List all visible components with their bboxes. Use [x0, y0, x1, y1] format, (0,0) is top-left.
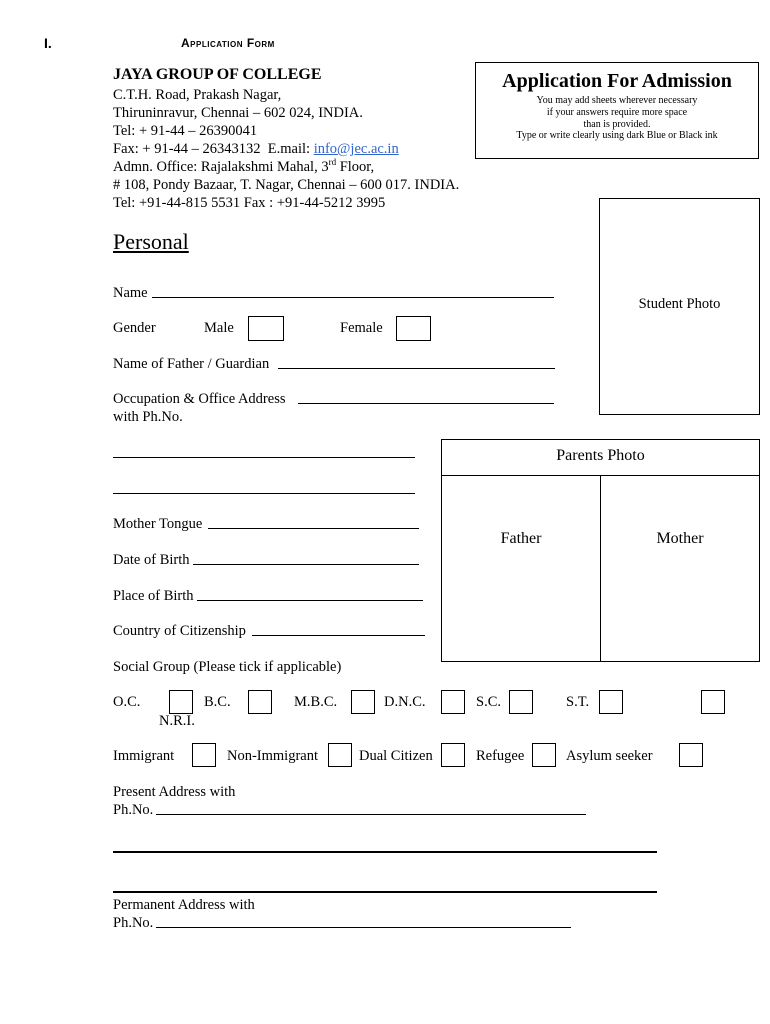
occupation-phone-label: with Ph.No.	[113, 409, 183, 425]
status-refugee-checkbox[interactable]	[532, 743, 556, 767]
dob-label: Date of Birth	[113, 552, 190, 568]
social-group-nri-label: N.R.I.	[159, 713, 195, 729]
parents-photo-label: Parents Photo	[556, 447, 645, 464]
name-field[interactable]	[152, 297, 554, 298]
permanent-address-label: Permanent Address with	[113, 897, 255, 913]
status-non-immigrant-checkbox[interactable]	[328, 743, 352, 767]
admission-note-1: You may add sheets wherever necessary	[536, 95, 698, 106]
admin-office-sup: rd	[328, 157, 337, 168]
occupation-field-line2[interactable]	[113, 457, 415, 458]
social-group-bc-checkbox[interactable]	[248, 690, 272, 714]
student-photo-box[interactable]	[599, 198, 760, 415]
status-non-immigrant-label: Non-Immigrant	[227, 748, 319, 764]
parents-photo-split	[600, 475, 601, 661]
student-photo-label: Student Photo	[638, 296, 721, 312]
social-group-dnc-label: D.N.C.	[384, 694, 426, 710]
college-address-line1: C.T.H. Road, Prakash Nagar,	[113, 87, 282, 103]
present-address-label: Present Address with	[113, 784, 236, 800]
status-immigrant-label: Immigrant	[113, 748, 175, 764]
citizenship-field[interactable]	[252, 635, 425, 636]
social-group-nri-checkbox[interactable]	[701, 690, 725, 714]
college-fax: Fax: + 91-44 – 26343132 E.mail:	[113, 141, 314, 157]
occupation-label: Occupation & Office Address	[113, 391, 286, 407]
status-dual-citizen-label: Dual Citizen	[359, 748, 433, 764]
email-link[interactable]: info@jec.ac.in	[313, 141, 399, 157]
father-guardian-label: Name of Father / Guardian	[113, 356, 270, 372]
present-address-phone-label: Ph.No.	[113, 802, 154, 818]
status-asylum-checkbox[interactable]	[679, 743, 703, 767]
mother-tongue-field[interactable]	[208, 528, 419, 529]
parents-photo-box	[441, 439, 760, 662]
father-photo-label[interactable]: Father	[500, 530, 542, 547]
mother-tongue-label: Mother Tongue	[113, 516, 203, 532]
admission-note-3: than is provided.	[583, 119, 651, 130]
present-address-field-line2[interactable]	[113, 851, 657, 853]
section-title-personal: Personal	[113, 229, 189, 254]
present-address-field[interactable]	[156, 814, 586, 815]
admission-title: Application For Admission	[502, 70, 732, 92]
section-number: I.	[44, 35, 52, 51]
male-checkbox[interactable]	[248, 316, 284, 341]
citizenship-label: Country of Citizenship	[113, 623, 246, 639]
social-group-st-label: S.T.	[566, 694, 590, 710]
social-group-mbc-checkbox[interactable]	[351, 690, 375, 714]
admin-office-text: Admn. Office: Rajalakshmi Mahal, 3	[113, 159, 329, 175]
pob-label: Place of Birth	[113, 588, 194, 604]
gender-label: Gender	[113, 320, 156, 336]
permanent-address-phone-label: Ph.No.	[113, 915, 154, 931]
occupation-field[interactable]	[298, 403, 554, 404]
female-checkbox[interactable]	[396, 316, 431, 341]
admin-office-suffix: Floor,	[336, 159, 375, 175]
admin-address: # 108, Pondy Bazaar, T. Nagar, Chennai – 600 017. INDIA.	[113, 177, 460, 193]
college-name: JAYA GROUP OF COLLEGE	[113, 66, 322, 83]
name-label: Name	[113, 285, 148, 301]
social-group-oc-checkbox[interactable]	[169, 690, 193, 714]
present-address-field-line3[interactable]	[113, 891, 657, 893]
admission-info-box	[475, 62, 759, 159]
social-group-label: Social Group (Please tick if applicable)	[113, 659, 342, 675]
social-group-mbc-label: M.B.C.	[294, 694, 338, 710]
admission-note-4: Type or write clearly using dark Blue or Black ink	[516, 130, 718, 141]
admin-tel-fax: Tel: +91-44-815 5531 Fax : +91-44-5212 3995	[113, 195, 386, 211]
status-dual-citizen-checkbox[interactable]	[441, 743, 465, 767]
pob-field[interactable]	[197, 600, 423, 601]
female-label: Female	[340, 320, 383, 336]
social-group-bc-label: B.C.	[204, 694, 231, 710]
occupation-field-line3[interactable]	[113, 493, 415, 494]
admin-office	[113, 158, 374, 176]
social-group-st-checkbox[interactable]	[599, 690, 623, 714]
social-group-sc-label: S.C.	[476, 694, 501, 710]
form-title: Application Form	[181, 36, 275, 50]
dob-field[interactable]	[193, 564, 419, 565]
father-guardian-field[interactable]	[278, 368, 555, 369]
social-group-dnc-checkbox[interactable]	[441, 690, 465, 714]
college-address-line2: Thiruninravur, Chennai – 602 024, INDIA.	[113, 105, 363, 121]
permanent-address-field[interactable]	[156, 927, 571, 928]
status-asylum-label: Asylum seeker	[566, 748, 653, 764]
college-fax-email	[113, 140, 399, 158]
male-label: Male	[204, 320, 234, 336]
social-group-oc-label: O.C.	[113, 694, 141, 710]
admission-note-2: if your answers require more space	[546, 107, 688, 118]
mother-photo-label[interactable]: Mother	[656, 530, 704, 547]
college-tel: Tel: + 91-44 – 26390041	[113, 123, 258, 139]
status-refugee-label: Refugee	[476, 748, 525, 764]
status-immigrant-checkbox[interactable]	[192, 743, 216, 767]
social-group-sc-checkbox[interactable]	[509, 690, 533, 714]
